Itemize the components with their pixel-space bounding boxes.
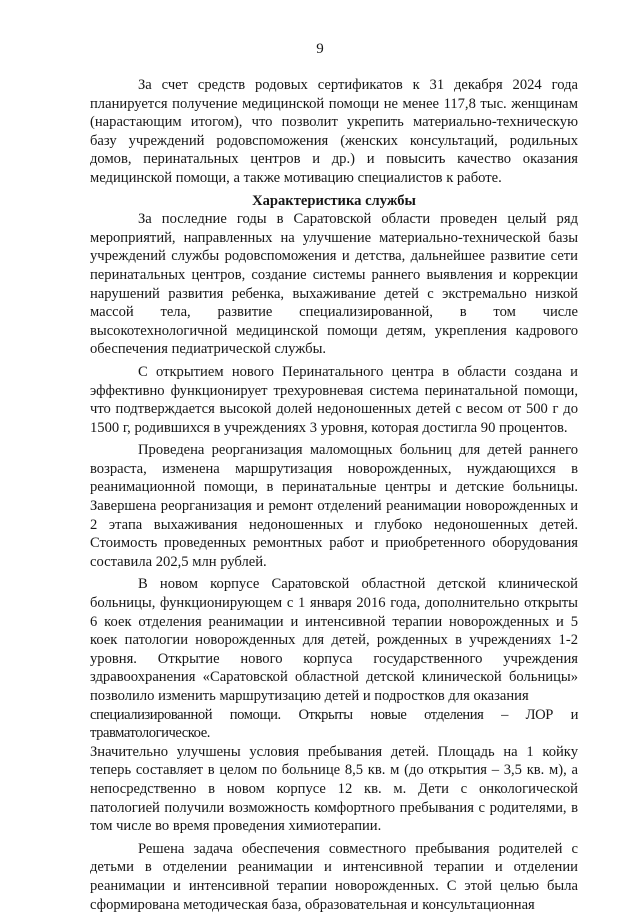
paragraph-reorganization: Проведена реорганизация маломощных больниц для детей раннего возраста, изменена маршрутизация новорожденных, нуждающихся в реанимационной помощи, в перинатальные центры и детские больницы. Завершена реорганизация и ремонт отделений реанимации новорожденных и 2 этапа выхаживания недоношенных и глубоко недоношенных детей. Стоимость проведенных ремонтных работ и приобретенного оборудования составила 202,5 млн рублей.	[90, 442, 578, 570]
paragraph-joint-stay: Решена задача обеспечения совместного пребывания родителей с детьми в отделении реанимации и интенсивной терапии и отделении реанимации и интенсивной терапии новорожденных. С этой целью была сформирована методическая база, образовательная и консультационная	[90, 840, 578, 913]
paragraph-perinatal-center: С открытием нового Перинатального центра в области создана и эффективно функционирует трехуровневая система перинатальной помощи, что подтверждается высокой долей недоношенных детей с весом от 500 г до 1500 г, родившихся в учреждениях 3 уровня, которая достигла 90 процентов.	[90, 363, 578, 436]
paragraph-birth-certificates: За счет средств родовых сертификатов к 31 декабря 2024 года планируется получение медицинской помощи не менее 117,8 тыс. женщинам (нарастающим итогом), что позволит укрепить материально-техническую базу учреждений родовспоможения (женских консультаций, родильных домов, перинатальных центров и др.) и повысить качество оказания медицинской помощи, а также мотивацию специалистов к работе.	[90, 77, 578, 186]
paragraph-new-building-part2: специализированной помощи. Открыты новые отделения – ЛОР и травматологическое.	[90, 706, 578, 742]
section-heading: Характеристика службы	[252, 192, 416, 209]
paragraph-new-building-part3: Значительно улучшены условия пребывания детей. Площадь на 1 койку теперь составляет в целом по больнице 8,5 кв. м (до открытия – 3,5 кв. м), а непосредственно в новом корпусе 12 кв. м. Дети с онкологической патологией получили возможность комфортного пребывания с родителями, в том числе во время проведения химиотерапии.	[90, 743, 578, 835]
paragraph-recent-measures: За последние годы в Саратовской области проведен целый ряд мероприятий, направленных на улучшение материально-технической базы учреждений службы родовспоможения и детства, дальнейшее развитие сети перинатальных центров, создание системы раннего выявления и коррекции нарушений развития ребенка, выхаживание детей с экстремально низкой массой тела, развитие специализированной, в том числе высокотехнологичной медицинской помощи детям, укрепления кадрового обеспечения педиатрической службы.	[90, 211, 578, 358]
document-body	[90, 76, 578, 914]
page-number: 9	[316, 41, 324, 57]
paragraph-new-building	[90, 575, 578, 835]
paragraph-new-building-part1: В новом корпусе Саратовской областной детской клинической больницы, функционирующем с 1 января 2016 года, дополнительно открыты 6 коек отделения реанимации и интенсивной терапии новорожденных и 5 коек патологии новорожденных для детей, рожденных в учреждениях 1-2 уровня. Открытие нового корпуса государственного учреждения здравоохранения «Саратовской областной детской клинической больницы» позволило изменить маршрутизацию детей и подростков для оказания	[90, 576, 578, 704]
